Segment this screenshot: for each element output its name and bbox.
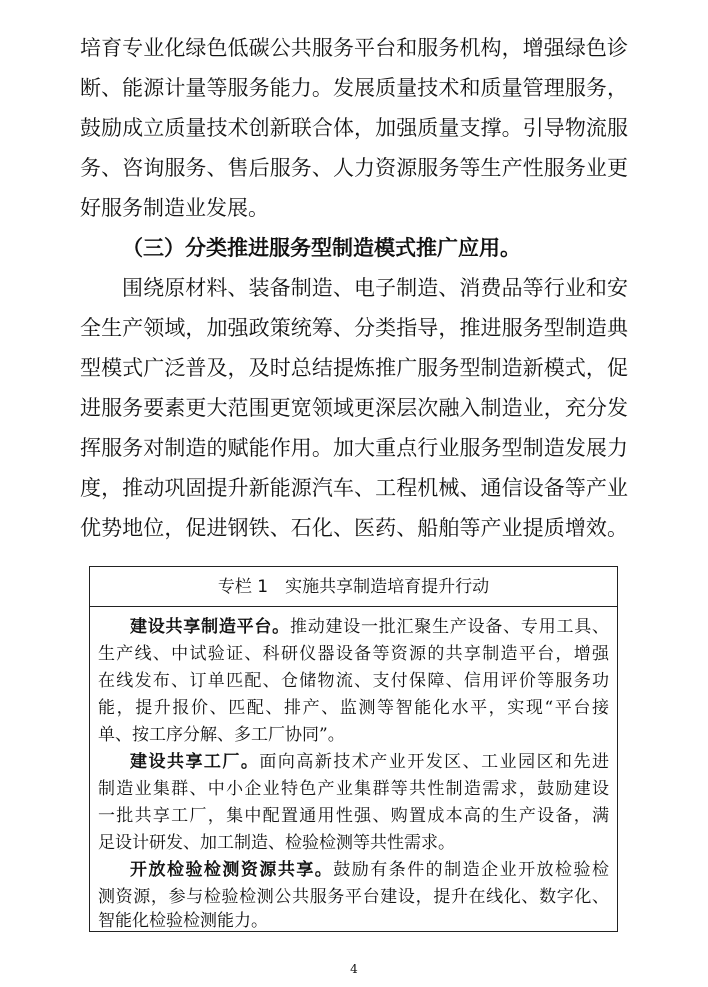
paragraph-line: 优势地位，促进钢铁、石化、医药、船舶等产业提质增效。 xyxy=(80,516,628,540)
box-line: 在线发布、订单匹配、仓储物流、支付保障、信用评价等服务功 xyxy=(98,671,609,691)
column-box-title: 专栏 1 实施共享制造培育提升行动 xyxy=(90,567,617,607)
box-line: 一批共享工厂，集中配置通用性强、购置成本高的生产设备，满 xyxy=(98,806,609,826)
paragraph-line: 鼓励成立质量技术创新联合体，加强质量支撑。引导物流服 xyxy=(80,116,628,140)
box-line: 足设计研发、加工制造、检验检测等共性需求。 xyxy=(98,833,455,853)
column-box xyxy=(89,566,618,932)
box-line: 智能化检验检测能力。 xyxy=(98,911,268,931)
paragraph-line: 围绕原材料、装备制造、电子制造、消费品等行业和安 xyxy=(122,276,628,300)
box-line: 能，提升报价、匹配、排产、监测等智能化水平，实现“平台接 xyxy=(98,698,609,718)
box-item-heading: 开放检验检测资源共享。 xyxy=(130,860,334,880)
box-line xyxy=(130,857,609,884)
box-item-heading: 建设共享制造平台。 xyxy=(130,617,290,637)
paragraph-line: 好服务制造业发展。 xyxy=(80,196,269,220)
box-line xyxy=(130,749,609,776)
page-number: 4 xyxy=(350,962,358,976)
box-line: 生产线、中试验证、科研仪器设备等资源的共享制造平台，增强 xyxy=(98,644,609,664)
box-line: 单、按工序分解、多工厂协同”。 xyxy=(98,725,345,745)
box-item-text: 推动建设一批汇聚生产设备、专用工具、 xyxy=(289,617,609,637)
box-line: 测资源，参与检验检测公共服务平台建设，提升在线化、数字化、 xyxy=(98,887,609,907)
paragraph-line: 进服务要素更大范围更宽领域更深层次融入制造业，充分发 xyxy=(80,396,628,420)
paragraph-line: 型模式广泛普及，及时总结提炼推广服务型制造新模式，促 xyxy=(80,356,628,380)
box-line xyxy=(130,614,609,641)
paragraph-line: 断、能源计量等服务能力。发展质量技术和质量管理服务， xyxy=(80,76,628,100)
paragraph-line: 度，推动巩固提升新能源汽车、工程机械、通信设备等产业 xyxy=(80,476,628,500)
paragraph-line: 挥服务对制造的赋能作用。加大重点行业服务型制造发展力 xyxy=(80,436,628,460)
section-heading: （三）分类推进服务型制造模式推广应用。 xyxy=(122,235,521,260)
box-item-text: 面向高新技术产业开发区、工业园区和先进 xyxy=(259,752,609,772)
box-item-heading: 建设共享工厂。 xyxy=(130,752,260,772)
box-item-text: 鼓励有条件的制造企业开放检验检 xyxy=(333,860,609,880)
paragraph-line: 培育专业化绿色低碳公共服务平台和服务机构，增强绿色诊 xyxy=(80,36,628,60)
paragraph-line: 务、咨询服务、售后服务、人力资源服务等生产性服务业更 xyxy=(80,156,628,180)
paragraph-line: 全生产领域，加强政策统筹、分类指导，推进服务型制造典 xyxy=(80,316,628,340)
box-line: 制造业集群、中小企业特色产业集群等共性制造需求，鼓励建设 xyxy=(98,779,609,799)
